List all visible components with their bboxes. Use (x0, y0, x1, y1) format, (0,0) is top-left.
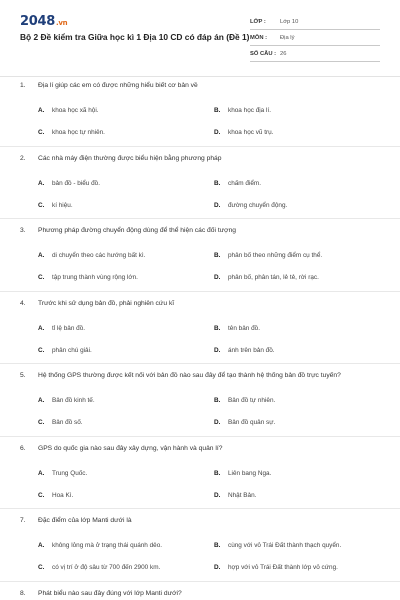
answer-option[interactable] (38, 462, 210, 484)
meta-key: MÔN : (250, 34, 268, 41)
option-text: khoa học vũ trụ. (228, 129, 274, 136)
option-text: Trung Quốc. (52, 469, 88, 477)
answer-option[interactable] (38, 412, 210, 434)
header-divider (0, 76, 400, 77)
answer-option[interactable] (38, 245, 210, 267)
question-item (0, 513, 400, 582)
question-number: 8. (20, 589, 26, 597)
option-text: Nhật Bản. (228, 491, 257, 499)
option-text: phân bố theo những điểm cụ thể. (228, 252, 323, 259)
option-letter: B. (214, 179, 221, 187)
question-prompt: Trước khi sử dụng bản đồ, phải nghiên cứu kĩ (38, 299, 175, 307)
option-letter: C. (38, 201, 45, 209)
question-text (20, 78, 382, 92)
answer-option[interactable] (214, 122, 386, 144)
answer-options (20, 245, 382, 289)
answer-option[interactable] (214, 317, 386, 339)
option-letter: B. (214, 542, 221, 549)
question-text (20, 586, 382, 600)
question-divider (0, 291, 400, 292)
option-letter: D. (214, 201, 221, 209)
question-number: 7. (20, 517, 26, 524)
question-item (0, 586, 400, 600)
option-letter: C. (38, 419, 45, 426)
answer-option[interactable] (38, 317, 210, 339)
option-text: di chuyển theo các hướng bất kì. (52, 252, 146, 259)
question-divider (0, 363, 400, 364)
question-number: 6. (20, 444, 26, 452)
question-prompt: Phát biểu nào sau đây đúng với lớp Manti dưới? (38, 589, 182, 597)
option-text: khoa học địa lí. (228, 107, 271, 114)
question-number: 2. (20, 154, 26, 162)
option-text: Hoa Kì. (52, 491, 74, 499)
meta-subject (250, 30, 380, 46)
answer-options (20, 100, 382, 144)
answer-options (20, 172, 382, 216)
question-item (0, 78, 400, 147)
meta-value: Địa lý (280, 34, 295, 41)
option-letter: B. (214, 469, 221, 477)
meta-question-count (250, 46, 380, 62)
option-letter: D. (214, 346, 221, 354)
question-item (0, 441, 400, 510)
option-letter: B. (214, 252, 221, 259)
meta-class (250, 14, 380, 30)
option-letter: D. (214, 419, 221, 426)
option-text: tập trung thành vùng rộng lớn. (52, 274, 138, 281)
answer-option[interactable] (214, 245, 386, 267)
option-letter: A. (38, 469, 45, 477)
question-prompt: Hệ thống GPS thường được kết nối với bản đồ nào sau đây để tạo thành hệ thống bản đồ trực tuyến? (38, 372, 341, 379)
question-text (20, 441, 382, 455)
option-letter: C. (38, 491, 45, 499)
option-text: chấm điểm. (228, 179, 262, 187)
option-letter: B. (214, 324, 221, 332)
option-text: Bản đồ quân sự. (228, 419, 276, 426)
question-divider (0, 581, 400, 582)
question-item (0, 223, 400, 292)
question-text (20, 151, 382, 165)
option-text: bản đồ - biểu đồ. (52, 179, 100, 187)
option-letter: D. (214, 129, 221, 136)
meta-value: 26 (280, 50, 287, 57)
question-text (20, 223, 382, 237)
option-text: Bản đồ kinh tế. (52, 397, 95, 404)
answer-options (20, 317, 382, 361)
option-text: hợp với vỏ Trái Đất thành lớp vỏ cứng. (228, 564, 338, 571)
option-letter: A. (38, 107, 45, 114)
question-divider (0, 436, 400, 437)
option-letter: D. (214, 564, 221, 571)
question-item (0, 151, 400, 220)
question-prompt: GPS do quốc gia nào sau đây xây dựng, vận hành và quản lí? (38, 444, 223, 452)
answer-option[interactable] (38, 484, 210, 506)
answer-option[interactable] (214, 484, 386, 506)
answer-option[interactable] (214, 339, 386, 361)
option-text: tỉ lệ bản đồ. (52, 324, 86, 332)
option-text: kí hiệu. (52, 201, 73, 209)
answer-options (20, 462, 382, 506)
question-text (20, 296, 382, 310)
option-letter: D. (214, 491, 221, 499)
option-letter: B. (214, 107, 221, 114)
question-number: 5. (20, 372, 26, 379)
option-letter: D. (214, 274, 221, 281)
answer-option[interactable] (214, 172, 386, 194)
answer-option[interactable] (214, 267, 386, 289)
option-text: có vị trí ở độ sâu từ 700 đến 2900 km. (52, 564, 161, 571)
logo-main: 2048 (20, 14, 55, 29)
option-letter: A. (38, 324, 45, 332)
answer-option[interactable] (214, 557, 386, 579)
option-text: tên bản đồ. (228, 324, 260, 332)
answer-options (20, 535, 382, 579)
option-text: cùng với vỏ Trái Đất thành thạch quyển. (228, 542, 342, 549)
answer-option[interactable] (214, 390, 386, 412)
option-text: Bản đồ số. (52, 419, 83, 426)
answer-option[interactable] (214, 100, 386, 122)
question-divider (0, 508, 400, 509)
option-letter: C. (38, 129, 45, 136)
answer-option[interactable] (38, 267, 210, 289)
answer-option[interactable] (214, 412, 386, 434)
question-item (0, 368, 400, 437)
option-text: đường chuyển động. (228, 201, 288, 209)
option-letter: A. (38, 179, 45, 187)
question-prompt: Các nhà máy điện thường được biểu hiện bằng phương pháp (38, 154, 222, 162)
question-item (0, 296, 400, 365)
meta-value: Lớp 10 (280, 18, 299, 25)
option-letter: A. (38, 397, 45, 404)
question-list (0, 78, 400, 599)
answer-option[interactable] (38, 172, 210, 194)
answer-option[interactable] (214, 462, 386, 484)
answer-option[interactable] (38, 100, 210, 122)
question-divider (0, 218, 400, 219)
logo-suffix: .vn (55, 19, 68, 27)
answer-option[interactable] (214, 194, 386, 216)
answer-option[interactable] (38, 339, 210, 361)
option-text: khoa học xã hội. (52, 107, 99, 114)
option-text: không lỏng mà ở trạng thái quánh dẻo. (52, 542, 163, 549)
option-text: Bản đồ tự nhiên. (228, 397, 276, 404)
answer-option[interactable] (38, 535, 210, 557)
option-text: Liên bang Nga. (228, 469, 272, 477)
option-letter: C. (38, 564, 45, 571)
answer-option[interactable] (38, 194, 210, 216)
option-letter: B. (214, 397, 221, 404)
option-letter: A. (38, 542, 45, 549)
question-prompt: Phương pháp đường chuyển động dùng để thể hiện các đối tượng (38, 227, 237, 234)
answer-option[interactable] (214, 535, 386, 557)
document-header (0, 0, 400, 72)
question-number: 3. (20, 227, 26, 234)
option-text: phân chú giải. (52, 346, 92, 354)
option-text: khoa học tự nhiên. (52, 129, 105, 136)
question-number: 1. (20, 82, 26, 89)
question-text (20, 513, 382, 527)
answer-options (20, 390, 382, 434)
document-title: Bộ 2 Đề kiểm tra Giữa học kì 1 Địa 10 CD có đáp án (Đề 1) (20, 32, 250, 42)
question-prompt: Đặc điểm của lớp Manti dưới là (38, 517, 132, 524)
option-letter: C. (38, 274, 45, 281)
site-logo[interactable] (20, 14, 67, 29)
answer-option[interactable] (38, 390, 210, 412)
meta-key: LỚP : (250, 18, 266, 25)
question-divider (0, 146, 400, 147)
option-text: ánh trên bản đồ. (228, 346, 275, 354)
answer-option[interactable] (38, 557, 210, 579)
question-text (20, 368, 382, 382)
question-prompt: Địa lí giúp các em có được những hiểu biết cơ bản về (38, 82, 198, 89)
answer-option[interactable] (38, 122, 210, 144)
option-letter: C. (38, 346, 45, 354)
option-letter: A. (38, 252, 45, 259)
document-meta (250, 14, 380, 62)
question-number: 4. (20, 299, 26, 307)
option-text: phân bố, phân tán, lẻ tẻ, rời rạc. (228, 274, 319, 281)
meta-key: SỐ CÂU : (250, 50, 277, 57)
